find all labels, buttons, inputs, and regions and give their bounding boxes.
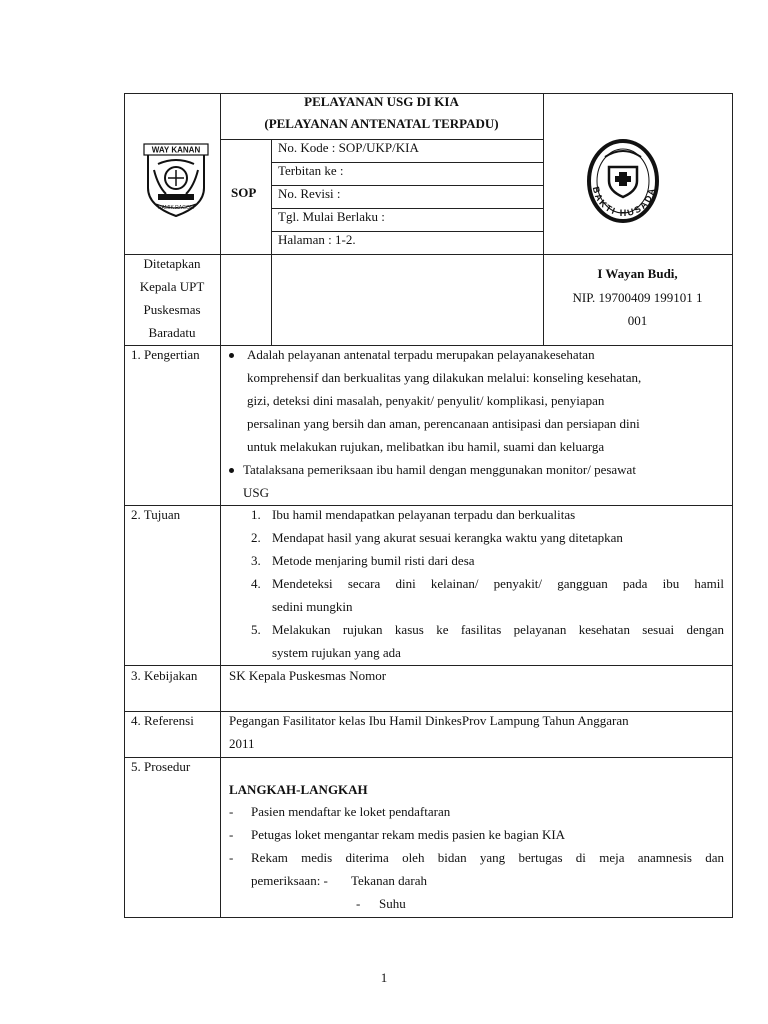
label-pengertian: 1. Pengertian xyxy=(131,347,200,362)
way-kanan-logo xyxy=(138,140,214,218)
prosedur-heading: LANGKAH-LANGKAH xyxy=(229,782,368,797)
field-tgl-mulai: Tgl. Mulai Berlaku : xyxy=(278,209,385,224)
label-referensi: 4. Referensi xyxy=(131,713,194,728)
field-halaman: Halaman : 1-2. xyxy=(278,232,356,247)
field-terbitan: Terbitan ke : xyxy=(278,163,344,178)
label-tujuan: 2. Tujuan xyxy=(131,507,181,522)
field-no-revisi: No. Revisi : xyxy=(278,186,341,201)
label-kebijakan: 3. Kebijakan xyxy=(131,668,198,683)
signatory-nip: NIP. 19700409 199101 1 xyxy=(572,290,703,305)
signatory-nip-cont: 001 xyxy=(627,313,648,328)
title-line-1: PELAYANAN USG DI KIA xyxy=(304,94,459,109)
svg-text:RAMIK RAGOM: RAMIK RAGOM xyxy=(157,205,195,211)
title-line-2: (PELAYANAN ANTENATAL TERPADU) xyxy=(264,116,499,131)
sop-label: SOP xyxy=(231,185,257,200)
bullet-icon xyxy=(229,468,234,473)
bullet-icon xyxy=(229,353,234,358)
referensi-line-1: Pegangan Fasilitator kelas Ibu Hamil DinkesProv Lampung Tahun Anggaran xyxy=(229,713,629,728)
referensi-line-2: 2011 xyxy=(229,736,255,751)
signatory-name: I Wayan Budi, xyxy=(597,266,678,281)
kebijakan-text: SK Kepala Puskesmas Nomor xyxy=(229,668,387,683)
svg-text:BAKTI HUSADA: BAKTI HUSADA xyxy=(590,185,658,219)
svg-text:WAY KANAN: WAY KANAN xyxy=(151,145,201,155)
page-number: 1 xyxy=(380,970,388,985)
label-prosedur: 5. Prosedur xyxy=(131,759,191,774)
bakti-husada-logo xyxy=(583,135,663,231)
field-no-kode: No. Kode : SOP/UKP/KIA xyxy=(278,140,419,155)
